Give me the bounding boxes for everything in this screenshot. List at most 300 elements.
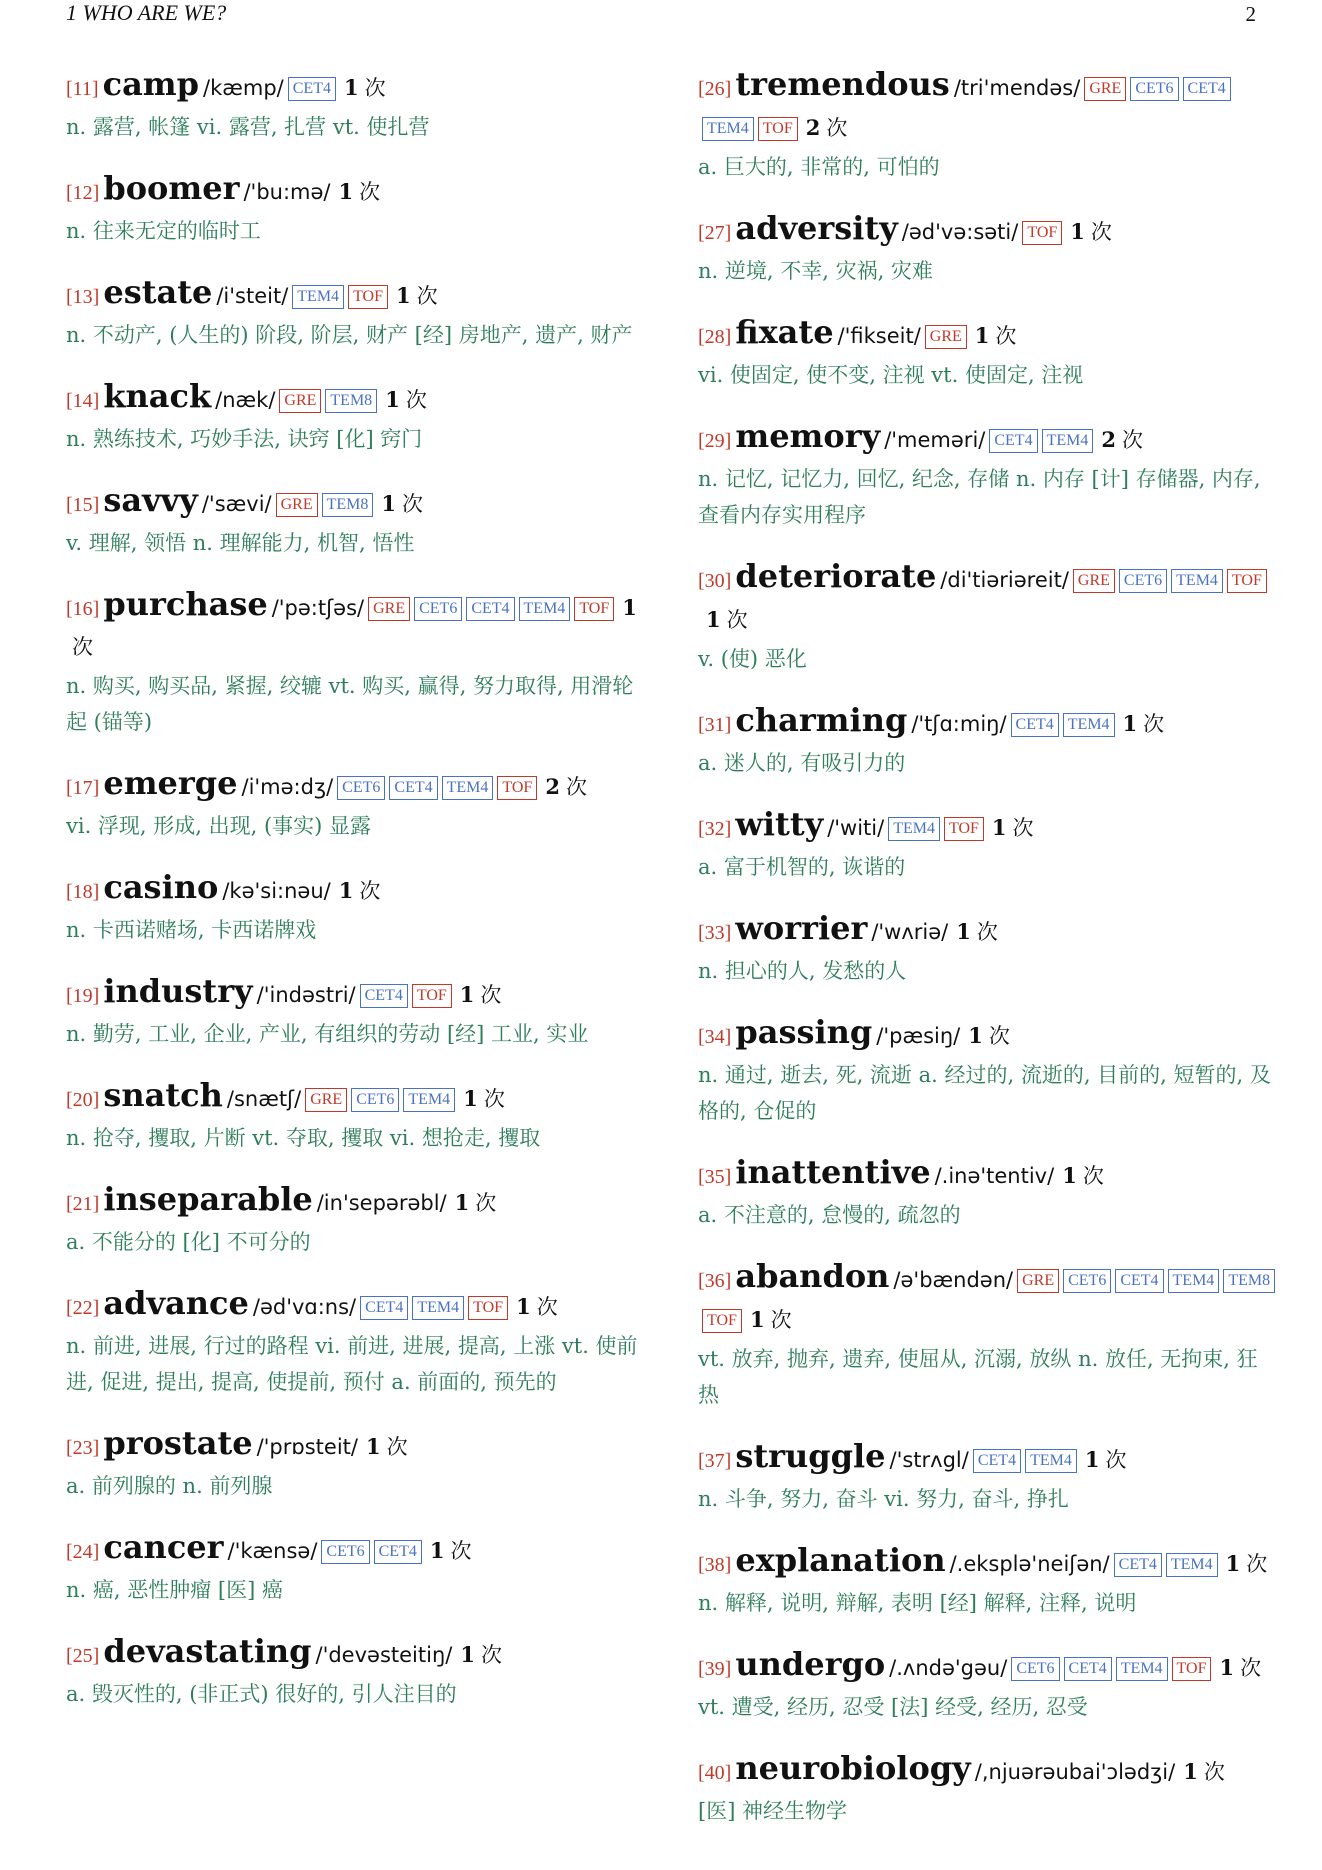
entry-phonetic: /'devəsteitiŋ/ [315,1643,453,1667]
entry-phonetic: /snætʃ/ [226,1087,302,1111]
entry-phonetic: /'pæsiŋ/ [876,1024,961,1048]
exam-tag: TEM4 [1042,429,1094,453]
exam-tag: TEM4 [292,285,344,309]
exam-tag: TEM8 [322,493,374,517]
exam-tag: GRE [1084,77,1126,101]
vocab-entry [698,314,1276,393]
entry-headline [698,1438,1276,1481]
entry-headline [66,1285,644,1328]
count-suffix: 次 [726,608,748,632]
entry-phonetic: /'indəstri/ [256,983,356,1007]
occurrence-count [1226,1552,1268,1576]
vocab-entry [66,1181,644,1260]
entry-definition: n. 抢夺, 攫取, 片断 vt. 夺取, 攫取 vi. 想抢走, 攫取 [66,1126,541,1150]
entry-headline [698,1750,1276,1793]
entry-headline [66,1633,644,1676]
occurrence-count [992,816,1034,840]
entry-number: [39] [698,1658,732,1680]
count-value: 1 [1122,711,1138,736]
vocab-entry [698,910,1276,989]
vocab-entry [66,973,644,1052]
count-suffix: 次 [536,1295,558,1319]
exam-tag: TOF [574,597,614,621]
entry-word: knack [103,377,212,415]
entry-number: [16] [66,598,100,620]
entry-headline [698,210,1276,253]
exam-tag: TEM4 [412,1296,464,1320]
entry-headline [698,1154,1276,1197]
entry-number: [34] [698,1026,732,1048]
exam-tag: CET4 [1011,713,1059,737]
entry-definition: vi. 使固定, 使不变, 注视 vt. 使固定, 注视 [698,363,1084,387]
occurrence-count [968,1024,1010,1048]
exam-tag: TOF [1022,221,1062,245]
exam-tag: CET4 [1115,1269,1163,1293]
exam-tag: CET4 [1064,1657,1112,1681]
occurrence-count [430,1539,472,1563]
entry-number: [30] [698,570,732,592]
occurrence-count [338,180,380,204]
entry-definition: n. 不动产, (人生的) 阶段, 阶层, 财产 [经] 房地产, 遗产, 财产 [66,323,633,347]
exam-tag: CET4 [466,597,514,621]
occurrence-count [460,983,502,1007]
entry-definition: n. 解释, 说明, 辩解, 表明 [经] 解释, 注释, 说明 [698,1591,1137,1615]
entry-number: [38] [698,1554,732,1576]
count-suffix: 次 [988,1024,1010,1048]
exam-tag: CET4 [288,77,336,101]
entry-word: struggle [735,1437,886,1475]
entry-headline [698,66,1276,149]
vocab-entry [66,170,644,249]
exam-tag: TEM4 [519,597,571,621]
entry-phonetic: /'sævi/ [201,492,272,516]
occurrence-count [1183,1760,1225,1784]
entry-word: deteriorate [735,557,937,595]
entry-definition: a. 迷人的, 有吸引力的 [698,751,906,775]
entry-headline [698,1014,1276,1057]
exam-tag: CET4 [360,984,408,1008]
entry-headline [66,586,644,668]
count-value: 1 [1084,1447,1100,1472]
entry-word: emerge [103,764,238,802]
entry-phonetic: /di'tiəriəreit/ [940,568,1069,592]
count-value: 1 [1225,1551,1241,1576]
exam-tag: TOF [944,817,984,841]
entry-word: tremendous [735,65,950,103]
count-value: 1 [463,1086,478,1111]
vocab-entry [66,1077,644,1156]
entry-word: passing [735,1013,873,1051]
count-value: 1 [991,815,1007,840]
count-value: 1 [968,1023,983,1048]
exam-tag: GRE [368,597,410,621]
exam-tag: GRE [279,389,321,413]
entry-headline [698,1646,1276,1689]
entry-definition: n. 购买, 购买品, 紧握, 绞辘 vt. 购买, 赢得, 努力取得, 用滑轮起 (锚等) [66,674,634,734]
exam-tag: CET6 [351,1088,399,1112]
entry-phonetic: /ə'bændən/ [893,1268,1014,1292]
count-suffix: 次 [405,388,427,412]
count-value: 1 [749,1307,765,1332]
exam-tag: CET6 [1011,1657,1059,1681]
entry-definition: a. 毁灭性的, (非正式) 很好的, 引人注目的 [66,1682,457,1706]
entry-word: industry [103,972,253,1010]
occurrence-count [396,284,438,308]
count-suffix: 次 [565,775,587,799]
entry-definition: n. 前进, 进展, 行过的路程 vi. 前进, 进展, 提高, 上涨 vt. 使前进, 促进, 提出, 提高, 使提前, 预付 a. 前面的, 预先的 [66,1334,638,1394]
entry-word: inattentive [735,1153,931,1191]
occurrence-count [344,76,386,100]
count-value: 1 [459,982,475,1007]
entry-headline [698,1258,1276,1341]
entry-definition: n. 勤劳, 工业, 企业, 产业, 有组织的劳动 [经] 工业, 实业 [66,1022,589,1046]
exam-tag: GRE [1017,1269,1059,1293]
vocab-entry [66,869,644,948]
count-value: 1 [622,595,637,620]
occurrence-count [1070,220,1112,244]
entry-number: [36] [698,1270,732,1292]
count-suffix: 次 [1105,1448,1127,1472]
entry-word: advance [103,1284,249,1322]
entry-word: memory [735,417,881,455]
count-value: 1 [381,491,397,516]
entry-definition: a. 富于机智的, 诙谐的 [698,855,906,879]
exam-tag: CET6 [1119,569,1167,593]
entry-definition: a. 不注意的, 怠慢的, 疏忽的 [698,1203,961,1227]
entry-phonetic: /næk/ [215,388,276,412]
entry-headline [66,274,644,317]
chapter-title: 1 WHO ARE WE? [66,0,227,25]
exam-tag: TOF [758,117,798,141]
exam-tag: GRE [305,1088,347,1112]
entry-word: witty [735,805,824,843]
exam-tag: GRE [1073,569,1115,593]
exam-tag: TOF [702,1309,742,1333]
entry-number: [31] [698,714,732,736]
count-value: 1 [1219,1655,1235,1680]
exam-tag: CET6 [321,1540,369,1564]
exam-tag: CET6 [337,776,385,800]
count-value: 1 [956,919,971,944]
count-suffix: 次 [1240,1656,1262,1680]
vocab-entry [66,1425,644,1504]
vocab-entry [66,1633,644,1712]
count-value: 1 [338,179,354,204]
exam-tag: TEM4 [442,776,494,800]
count-suffix: 次 [1143,712,1165,736]
entry-headline [66,1529,644,1572]
count-value: 1 [706,607,721,632]
entry-number: [18] [66,881,100,903]
count-value: 1 [1070,219,1085,244]
exam-tag: CET4 [1114,1553,1162,1577]
entry-word: estate [103,273,213,311]
entry-phonetic: /'strʌgl/ [889,1448,969,1472]
entry-number: [35] [698,1166,732,1188]
entry-number: [14] [66,390,100,412]
exam-tag: TOF [468,1296,508,1320]
right-column [698,66,1276,1854]
entry-word: savvy [103,481,198,519]
entry-word: prostate [103,1424,253,1462]
vocab-entry [698,1154,1276,1233]
count-suffix: 次 [386,1435,408,1459]
entry-phonetic: /,njuərəubai'ɔlədʒi/ [974,1760,1176,1784]
entry-word: fixate [735,313,834,351]
count-suffix: 次 [480,983,502,1007]
vocab-entry [66,274,644,353]
entry-headline [66,973,644,1016]
page-header [66,0,1256,26]
entry-word: cancer [103,1528,224,1566]
count-value: 1 [1183,1759,1198,1784]
entry-definition: v. (使) 恶化 [698,647,807,671]
entry-phonetic: /əd'vɑ:ns/ [252,1295,357,1319]
entry-phonetic: /i'mə:dʒ/ [241,775,334,799]
count-suffix: 次 [1082,1164,1104,1188]
entry-word: explanation [735,1541,946,1579]
entry-phonetic: /'fikseit/ [837,324,921,348]
exam-tag: TEM4 [888,817,940,841]
exam-tag: TEM4 [1166,1553,1218,1577]
count-suffix: 次 [770,1308,792,1332]
vocab-entry [698,210,1276,289]
count-value: 1 [460,1642,475,1667]
entry-phonetic: /'prɒsteit/ [256,1435,358,1459]
entry-number: [26] [698,78,732,100]
occurrence-count [339,879,381,903]
count-suffix: 次 [475,1191,497,1215]
entry-definition: n. 担心的人, 发愁的人 [698,959,907,983]
entry-definition: a. 前列腺的 n. 前列腺 [66,1474,273,1498]
entry-number: [19] [66,985,100,1007]
count-value: 1 [1062,1163,1077,1188]
entry-headline [66,170,644,213]
entry-definition: n. 记忆, 记忆力, 回忆, 纪念, 存储 n. 内存 [计] 存储器, 内存, 查看内存实用程序 [698,467,1261,527]
entry-headline [66,1425,644,1468]
entry-number: [27] [698,222,732,244]
count-value: 1 [429,1538,445,1563]
occurrence-count [516,1295,558,1319]
exam-tag: TEM4 [1168,1269,1220,1293]
entry-number: [13] [66,286,100,308]
entry-headline [698,806,1276,849]
exam-tag: TEM4 [1116,1657,1168,1681]
entry-headline [698,418,1276,461]
entry-word: camp [102,65,200,103]
entry-headline [698,910,1276,953]
entry-word: boomer [103,169,240,207]
occurrence-count [706,608,748,632]
vocab-entry [698,418,1276,533]
count-suffix: 次 [1090,220,1112,244]
count-value: 1 [385,387,400,412]
exam-tag: GRE [925,325,967,349]
entry-phonetic: /i'steit/ [216,284,289,308]
page-number: 2 [1245,2,1256,26]
count-suffix: 次 [364,76,386,100]
vocab-entry [698,806,1276,885]
entry-word: adversity [735,209,898,247]
entry-word: inseparable [103,1180,313,1218]
entry-phonetic: /.ʌndə'gəu/ [889,1656,1008,1680]
entry-word: undergo [735,1645,886,1683]
exam-tag: CET6 [414,597,462,621]
count-suffix: 次 [359,879,381,903]
exam-tag: CET4 [989,429,1037,453]
count-value: 1 [396,283,411,308]
entry-word: devastating [103,1632,312,1670]
entry-number: [40] [698,1762,732,1784]
entry-phonetic: /'wʌriə/ [871,920,949,944]
entry-headline [698,1542,1276,1585]
entry-number: [37] [698,1450,732,1472]
exam-tag: TEM4 [403,1088,455,1112]
occurrence-count [1101,428,1143,452]
count-value: 1 [338,878,354,903]
entry-definition: n. 通过, 逝去, 死, 流逝 a. 经过的, 流逝的, 目前的, 短暂的, 及格的, 仓促的 [698,1063,1271,1123]
exam-tag: TEM4 [1171,569,1223,593]
occurrence-count [385,388,427,412]
exam-tag: TOF [412,984,452,1008]
count-suffix: 次 [1012,816,1034,840]
vocab-entry [66,378,644,457]
vocab-entry [698,66,1276,185]
occurrence-count [366,1435,408,1459]
entry-phonetic: /tri'mendəs/ [953,76,1081,100]
entry-number: [22] [66,1297,100,1319]
occurrence-count [750,1308,792,1332]
entry-word: charming [735,701,908,739]
exam-tag: TEM8 [1223,1269,1275,1293]
count-value: 1 [454,1190,470,1215]
vocab-entry [698,1750,1276,1829]
entry-number: [23] [66,1437,100,1459]
entry-definition: vi. 浮现, 形成, 出现, (事实) 显露 [66,814,372,838]
exam-tag: TEM8 [325,389,377,413]
entry-phonetic: /kə'si:nəu/ [222,879,331,903]
count-suffix: 次 [359,180,381,204]
count-value: 1 [974,323,990,348]
occurrence-count [806,116,848,140]
occurrence-count [956,920,998,944]
entry-headline [698,558,1276,641]
exam-tag: TOF [348,285,388,309]
entry-definition: n. 熟练技术, 巧妙手法, 诀窍 [化] 窍门 [66,427,423,451]
count-suffix: 次 [402,492,424,516]
entry-number: [32] [698,818,732,840]
entry-definition: n. 斗争, 努力, 奋斗 vi. 努力, 奋斗, 挣扎 [698,1487,1069,1511]
exam-tag: TEM4 [1063,713,1115,737]
entry-definition: a. 不能分的 [化] 不可分的 [66,1230,311,1254]
vocab-entry [698,1258,1276,1413]
entry-number: [29] [698,430,732,452]
entry-definition: vt. 放弃, 抛弃, 遗弃, 使屈从, 沉溺, 放纵 n. 放任, 无拘束, 狂热 [698,1347,1258,1407]
exam-tag: TEM4 [702,117,754,141]
entry-word: abandon [735,1257,890,1295]
entry-number: [12] [66,182,100,204]
entry-phonetic: /.eksplə'neiʃən/ [949,1552,1110,1576]
exam-tag: TOF [1172,1657,1212,1681]
entry-definition: a. 巨大的, 非常的, 可怕的 [698,155,940,179]
vocab-entry [698,1438,1276,1517]
entry-number: [15] [66,494,100,516]
exam-tag: CET6 [1130,77,1178,101]
occurrence-count [460,1643,502,1667]
count-suffix: 次 [995,324,1017,348]
exam-tag: CET4 [1183,77,1231,101]
count-value: 1 [343,75,359,100]
entry-definition: n. 卡西诺赌场, 卡西诺牌戏 [66,918,317,942]
entry-phonetic: /'meməri/ [884,428,986,452]
entry-word: purchase [103,585,268,623]
entry-phonetic: /'kænsə/ [227,1539,318,1563]
exam-tag: GRE [276,493,318,517]
occurrence-count [1062,1164,1104,1188]
count-suffix: 次 [826,116,848,140]
exam-tag: CET4 [389,776,437,800]
vocab-entry [698,1646,1276,1725]
entry-word: snatch [103,1076,223,1114]
entry-phonetic: /'witi/ [827,816,885,840]
occurrence-count [463,1087,505,1111]
vocab-entry [66,586,644,740]
count-value: 2 [1101,427,1116,452]
count-suffix: 次 [1121,428,1143,452]
exam-tag: CET6 [1063,1269,1111,1293]
count-value: 1 [516,1294,531,1319]
count-suffix: 次 [976,920,998,944]
vocab-entry [698,702,1276,781]
entry-headline [698,702,1276,745]
entry-word: neurobiology [735,1749,971,1787]
entry-phonetic: /əd'və:səti/ [901,220,1019,244]
count-suffix: 次 [72,635,93,659]
entry-definition: n. 往来无定的临时工 [66,219,261,243]
entry-word: worrier [735,909,868,947]
entry-phonetic: /kæmp/ [203,76,284,100]
entry-headline [66,1077,644,1120]
entry-definition: n. 露营, 帐篷 vi. 露营, 扎营 vt. 使扎营 [66,115,430,139]
entry-definition: n. 逆境, 不幸, 灾祸, 灾难 [698,259,933,283]
vocab-entry [698,1542,1276,1621]
occurrence-count [1085,1448,1127,1472]
entry-phonetic: /'bu:mə/ [243,180,331,204]
exam-tag: TEM4 [1025,1449,1077,1473]
entry-number: [33] [698,922,732,944]
vocab-entry [66,765,644,844]
entry-number: [20] [66,1089,100,1111]
left-column [66,66,644,1737]
entry-headline [66,66,644,109]
entry-number: [24] [66,1541,100,1563]
entry-headline [66,765,644,808]
count-suffix: 次 [1203,1760,1225,1784]
occurrence-count [455,1191,497,1215]
entry-phonetic: /in'sepərəbl/ [316,1191,447,1215]
count-suffix: 次 [480,1643,502,1667]
entry-number: [28] [698,326,732,348]
entry-word: casino [103,868,219,906]
occurrence-count [381,492,423,516]
vocab-entry [698,558,1276,677]
entry-definition: [医] 神经生物学 [698,1799,848,1823]
count-suffix: 次 [483,1087,505,1111]
count-suffix: 次 [1246,1552,1268,1576]
count-value: 2 [545,774,560,799]
exam-tag: CET4 [374,1540,422,1564]
entry-phonetic: /.inə'tentiv/ [934,1164,1055,1188]
